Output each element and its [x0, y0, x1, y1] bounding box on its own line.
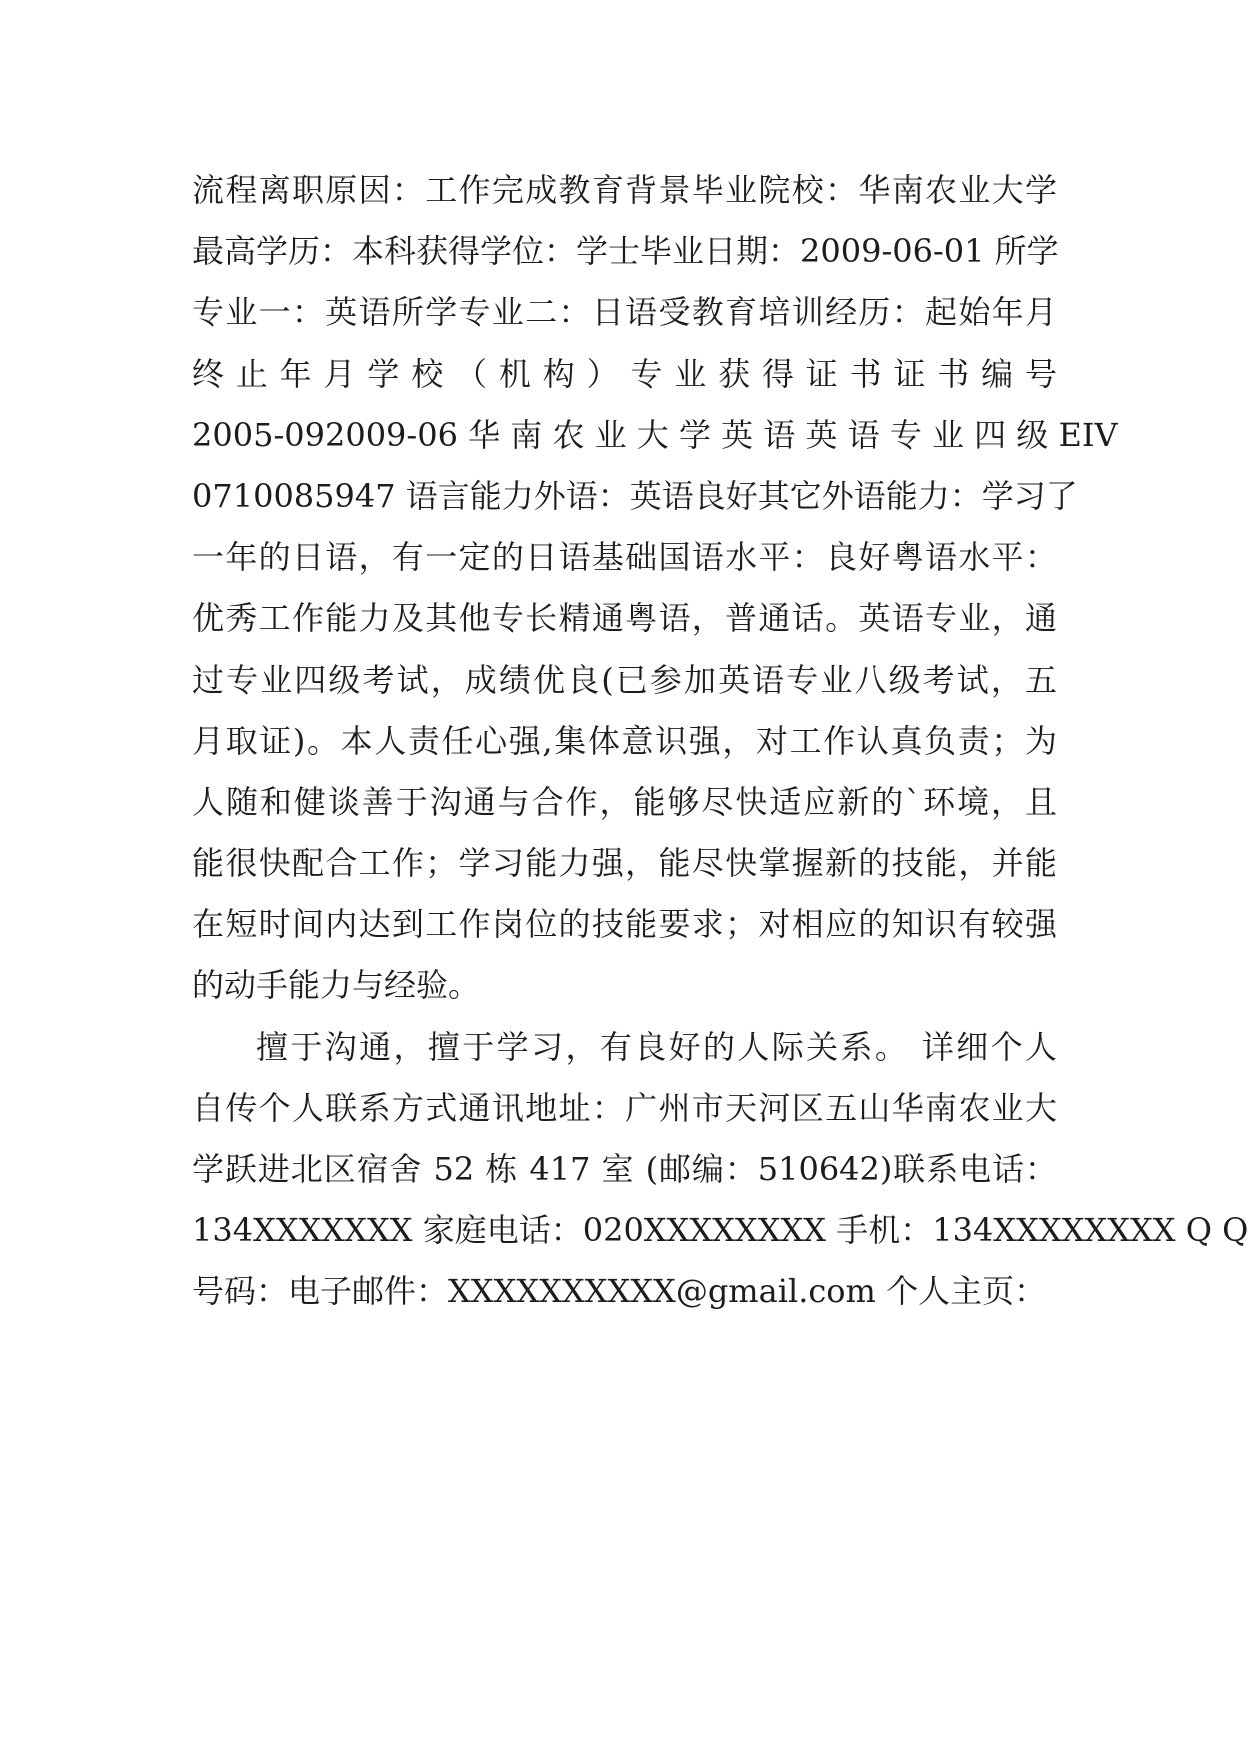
text-line: 能很快配合工作；学习能力强，能尽快掌握新的技能，并能 [192, 844, 1057, 883]
text-line: 流程离职原因：工作完成教育背景毕业院校：华南农业大学 [192, 171, 1057, 209]
text-line: 终 止 年 月 学 校 （ 机 构 ） 专 业 获 得 证 书 证 书 编 号 [192, 354, 1057, 393]
text-line: 0710085947 语言能力外语：英语良好其它外语能力：学习了 [192, 476, 1078, 515]
text-line: 学跃进北区宿舍 52 栋 417 室 (邮编：510642)联系电话： [192, 1150, 1057, 1188]
text-line: 2005-092009-06 华 南 农 业 大 学 英 语 英 语 专 业 四 级 EIV [192, 415, 1118, 454]
text-line: 最高学历：本科获得学位：学士毕业日期：2009-06-01 所学 [192, 232, 1059, 271]
text-line: 自传个人联系方式通讯地址：广州市天河区五山华南农业大 [192, 1088, 1057, 1127]
text-line: 134XXXXXXX 家庭电话：020XXXXXXXX 手机：134XXXXXXXX Q Q [192, 1211, 1248, 1250]
text-line: 专业一：英语所学专业二：日语受教育培训经历：起始年月 [192, 293, 1057, 332]
text-line: 一年的日语，有一定的日语基础国语水平：良好粤语水平： [192, 538, 1057, 577]
text-line: 过专业四级考试，成绩优良(已参加英语专业八级考试，五 [192, 660, 1057, 699]
text-line: 优秀工作能力及其他专长精通粤语，普通话。英语专业，通 [192, 599, 1057, 638]
text-line: 的动手能力与经验。 [192, 966, 481, 1005]
text-line: 月取证)。本人责任心强,集体意识强，对工作认真负责；为 [192, 721, 1057, 760]
paragraph-contact-info [192, 1017, 1248, 1323]
text-line: 号码：电子邮件：XXXXXXXXXX@gmail.com 个人主页： [192, 1272, 1047, 1311]
paragraph-resume-details [192, 160, 1118, 1017]
text-line-indented: 擅于沟通，擅于学习，有良好的人际关系。 详细个人 [256, 1027, 1057, 1066]
document-body [192, 160, 1248, 1323]
text-line: 在短时间内达到工作岗位的技能要求；对相应的知识有较强 [192, 905, 1057, 944]
text-line: 人随和健谈善于沟通与合作，能够尽快适应新的`环境，且 [192, 782, 1057, 821]
